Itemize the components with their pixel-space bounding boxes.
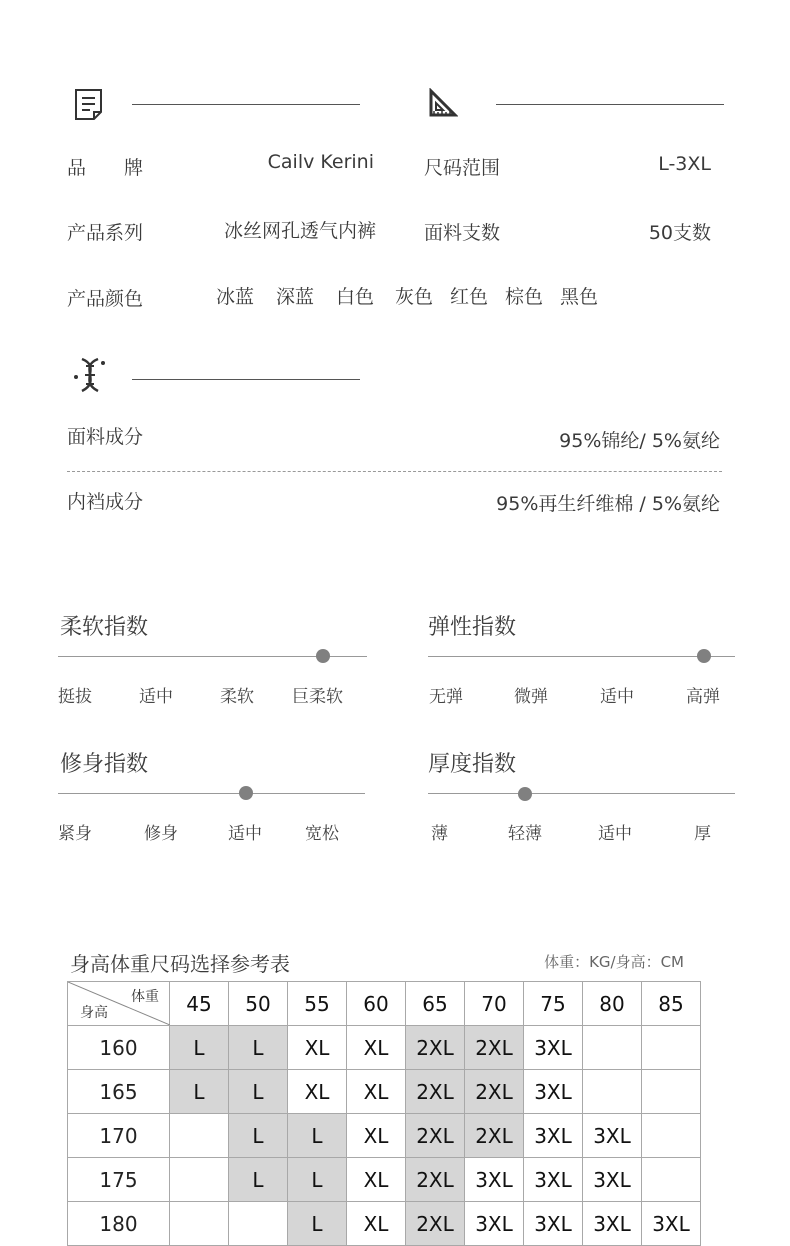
section-divider bbox=[496, 104, 724, 105]
size-cell: 3XL bbox=[583, 1114, 642, 1158]
table-row bbox=[68, 1114, 701, 1158]
section-divider bbox=[132, 379, 360, 380]
table-row bbox=[68, 1158, 701, 1202]
color-option: 深蓝 bbox=[276, 286, 315, 308]
size-cell bbox=[642, 1158, 701, 1202]
size-cell: L bbox=[288, 1158, 347, 1202]
size-cell: L bbox=[229, 1026, 288, 1070]
elasticity-index-title: 弹性指数 bbox=[428, 615, 517, 640]
size-cell: 3XL bbox=[642, 1202, 701, 1246]
elasticity-index-track bbox=[428, 656, 735, 657]
weight-header-cell: 85 bbox=[642, 982, 701, 1026]
table-header-row bbox=[68, 982, 701, 1026]
softness-label: 巨柔软 bbox=[292, 687, 343, 707]
size-cell: XL bbox=[347, 1114, 406, 1158]
fabric-count-value: 50支数 bbox=[648, 222, 711, 244]
thickness-index-marker bbox=[518, 787, 532, 801]
lining-composition-value: 95%再生纤维棉 / 5%氨纶 bbox=[496, 493, 720, 515]
weight-header-cell: 80 bbox=[583, 982, 642, 1026]
size-cell: 3XL bbox=[524, 1202, 583, 1246]
size-cell: 3XL bbox=[524, 1026, 583, 1070]
height-cell: 180 bbox=[68, 1202, 170, 1246]
softness-label: 柔软 bbox=[220, 687, 254, 707]
size-cell bbox=[642, 1070, 701, 1114]
size-cell: XL bbox=[347, 1158, 406, 1202]
size-cell: 2XL bbox=[406, 1070, 465, 1114]
fit-label: 紧身 bbox=[58, 824, 92, 844]
size-cell: 2XL bbox=[406, 1026, 465, 1070]
elasticity-label: 无弹 bbox=[429, 687, 463, 707]
color-option: 灰色 bbox=[395, 286, 434, 308]
fabric-composition-label: 面料成分 bbox=[67, 426, 144, 448]
softness-index-title: 柔软指数 bbox=[60, 615, 149, 640]
thickness-label: 适中 bbox=[598, 824, 632, 844]
size-cell: 2XL bbox=[465, 1026, 524, 1070]
size-cell bbox=[229, 1202, 288, 1246]
corner-weight-label: 体重 bbox=[131, 989, 159, 1005]
weight-header-cell: 45 bbox=[170, 982, 229, 1026]
elasticity-label: 适中 bbox=[600, 687, 634, 707]
thickness-label: 轻薄 bbox=[508, 824, 542, 844]
size-cell: 3XL bbox=[524, 1114, 583, 1158]
size-cell: 2XL bbox=[406, 1202, 465, 1246]
table-corner-cell bbox=[68, 982, 170, 1026]
fit-index-title: 修身指数 bbox=[60, 752, 149, 777]
elasticity-label: 高弹 bbox=[686, 687, 720, 707]
ruler-triangle-icon bbox=[428, 88, 458, 118]
table-row bbox=[68, 1026, 701, 1070]
size-cell: 3XL bbox=[465, 1158, 524, 1202]
corner-height-label: 身高 bbox=[80, 1005, 108, 1021]
softness-index-marker bbox=[316, 649, 330, 663]
fit-index-track bbox=[58, 793, 365, 794]
elasticity-index-marker bbox=[697, 649, 711, 663]
size-chart-table bbox=[67, 981, 701, 1246]
size-cell: 3XL bbox=[583, 1158, 642, 1202]
size-cell: 2XL bbox=[465, 1070, 524, 1114]
height-cell: 175 bbox=[68, 1158, 170, 1202]
document-icon bbox=[74, 88, 104, 121]
table-row bbox=[68, 1202, 701, 1246]
dashed-divider bbox=[67, 471, 722, 472]
size-cell: 2XL bbox=[406, 1114, 465, 1158]
weight-header-cell: 65 bbox=[406, 982, 465, 1026]
size-table-title: 身高体重尺码选择参考表 bbox=[70, 952, 290, 976]
size-cell: XL bbox=[347, 1026, 406, 1070]
size-cell: L bbox=[288, 1202, 347, 1246]
size-cell: 3XL bbox=[583, 1202, 642, 1246]
thickness-label: 薄 bbox=[431, 824, 448, 844]
series-label: 产品系列 bbox=[67, 222, 144, 244]
fabric-composition-value: 95%锦纶/ 5%氨纶 bbox=[559, 430, 720, 452]
color-option: 白色 bbox=[336, 286, 375, 308]
size-cell: 2XL bbox=[406, 1158, 465, 1202]
color-option: 棕色 bbox=[505, 286, 544, 308]
thickness-label: 厚 bbox=[694, 824, 711, 844]
fit-label: 适中 bbox=[228, 824, 262, 844]
color-option: 红色 bbox=[450, 286, 489, 308]
size-cell: 3XL bbox=[524, 1158, 583, 1202]
size-cell: XL bbox=[288, 1070, 347, 1114]
series-value: 冰丝网孔透气内裤 bbox=[223, 220, 376, 242]
size-cell bbox=[170, 1158, 229, 1202]
size-cell: 2XL bbox=[465, 1114, 524, 1158]
size-table-unit-note: 体重：KG/身高：CM bbox=[544, 953, 684, 971]
height-cell: 170 bbox=[68, 1114, 170, 1158]
fiber-icon bbox=[72, 355, 108, 395]
softness-label: 适中 bbox=[139, 687, 173, 707]
size-cell: L bbox=[170, 1026, 229, 1070]
weight-header-cell: 50 bbox=[229, 982, 288, 1026]
height-cell: 165 bbox=[68, 1070, 170, 1114]
fabric-count-label: 面料支数 bbox=[424, 222, 501, 244]
size-cell bbox=[583, 1026, 642, 1070]
softness-label: 挺拔 bbox=[58, 687, 92, 707]
section-divider bbox=[132, 104, 360, 105]
fit-label: 修身 bbox=[144, 824, 178, 844]
weight-header-cell: 55 bbox=[288, 982, 347, 1026]
lining-composition-label: 内裆成分 bbox=[67, 491, 144, 513]
size-range-label: 尺码范围 bbox=[424, 157, 501, 179]
fit-label: 宽松 bbox=[305, 824, 339, 844]
size-cell bbox=[642, 1114, 701, 1158]
size-range-value: L-3XL bbox=[658, 153, 711, 175]
size-cell: XL bbox=[288, 1026, 347, 1070]
weight-header-cell: 70 bbox=[465, 982, 524, 1026]
size-cell: XL bbox=[347, 1202, 406, 1246]
size-cell: L bbox=[170, 1070, 229, 1114]
color-option: 黑色 bbox=[560, 286, 599, 308]
color-label: 产品颜色 bbox=[67, 288, 144, 310]
size-cell: L bbox=[229, 1070, 288, 1114]
brand-label: 品 牌 bbox=[67, 157, 144, 179]
thickness-index-title: 厚度指数 bbox=[428, 752, 517, 777]
thickness-index-track bbox=[428, 793, 735, 794]
brand-value: Cailv Kerini bbox=[267, 151, 374, 173]
size-cell bbox=[642, 1026, 701, 1070]
color-option: 冰蓝 bbox=[216, 286, 255, 308]
weight-header-cell: 60 bbox=[347, 982, 406, 1026]
size-cell: L bbox=[288, 1114, 347, 1158]
size-cell: XL bbox=[347, 1070, 406, 1114]
size-cell: 3XL bbox=[465, 1202, 524, 1246]
elasticity-label: 微弹 bbox=[514, 687, 548, 707]
size-cell bbox=[170, 1114, 229, 1158]
size-cell bbox=[170, 1202, 229, 1246]
size-cell: L bbox=[229, 1114, 288, 1158]
table-row bbox=[68, 1070, 701, 1114]
size-cell bbox=[583, 1070, 642, 1114]
height-cell: 160 bbox=[68, 1026, 170, 1070]
weight-header-cell: 75 bbox=[524, 982, 583, 1026]
fit-index-marker bbox=[239, 786, 253, 800]
size-cell: 3XL bbox=[524, 1070, 583, 1114]
size-cell: L bbox=[229, 1158, 288, 1202]
